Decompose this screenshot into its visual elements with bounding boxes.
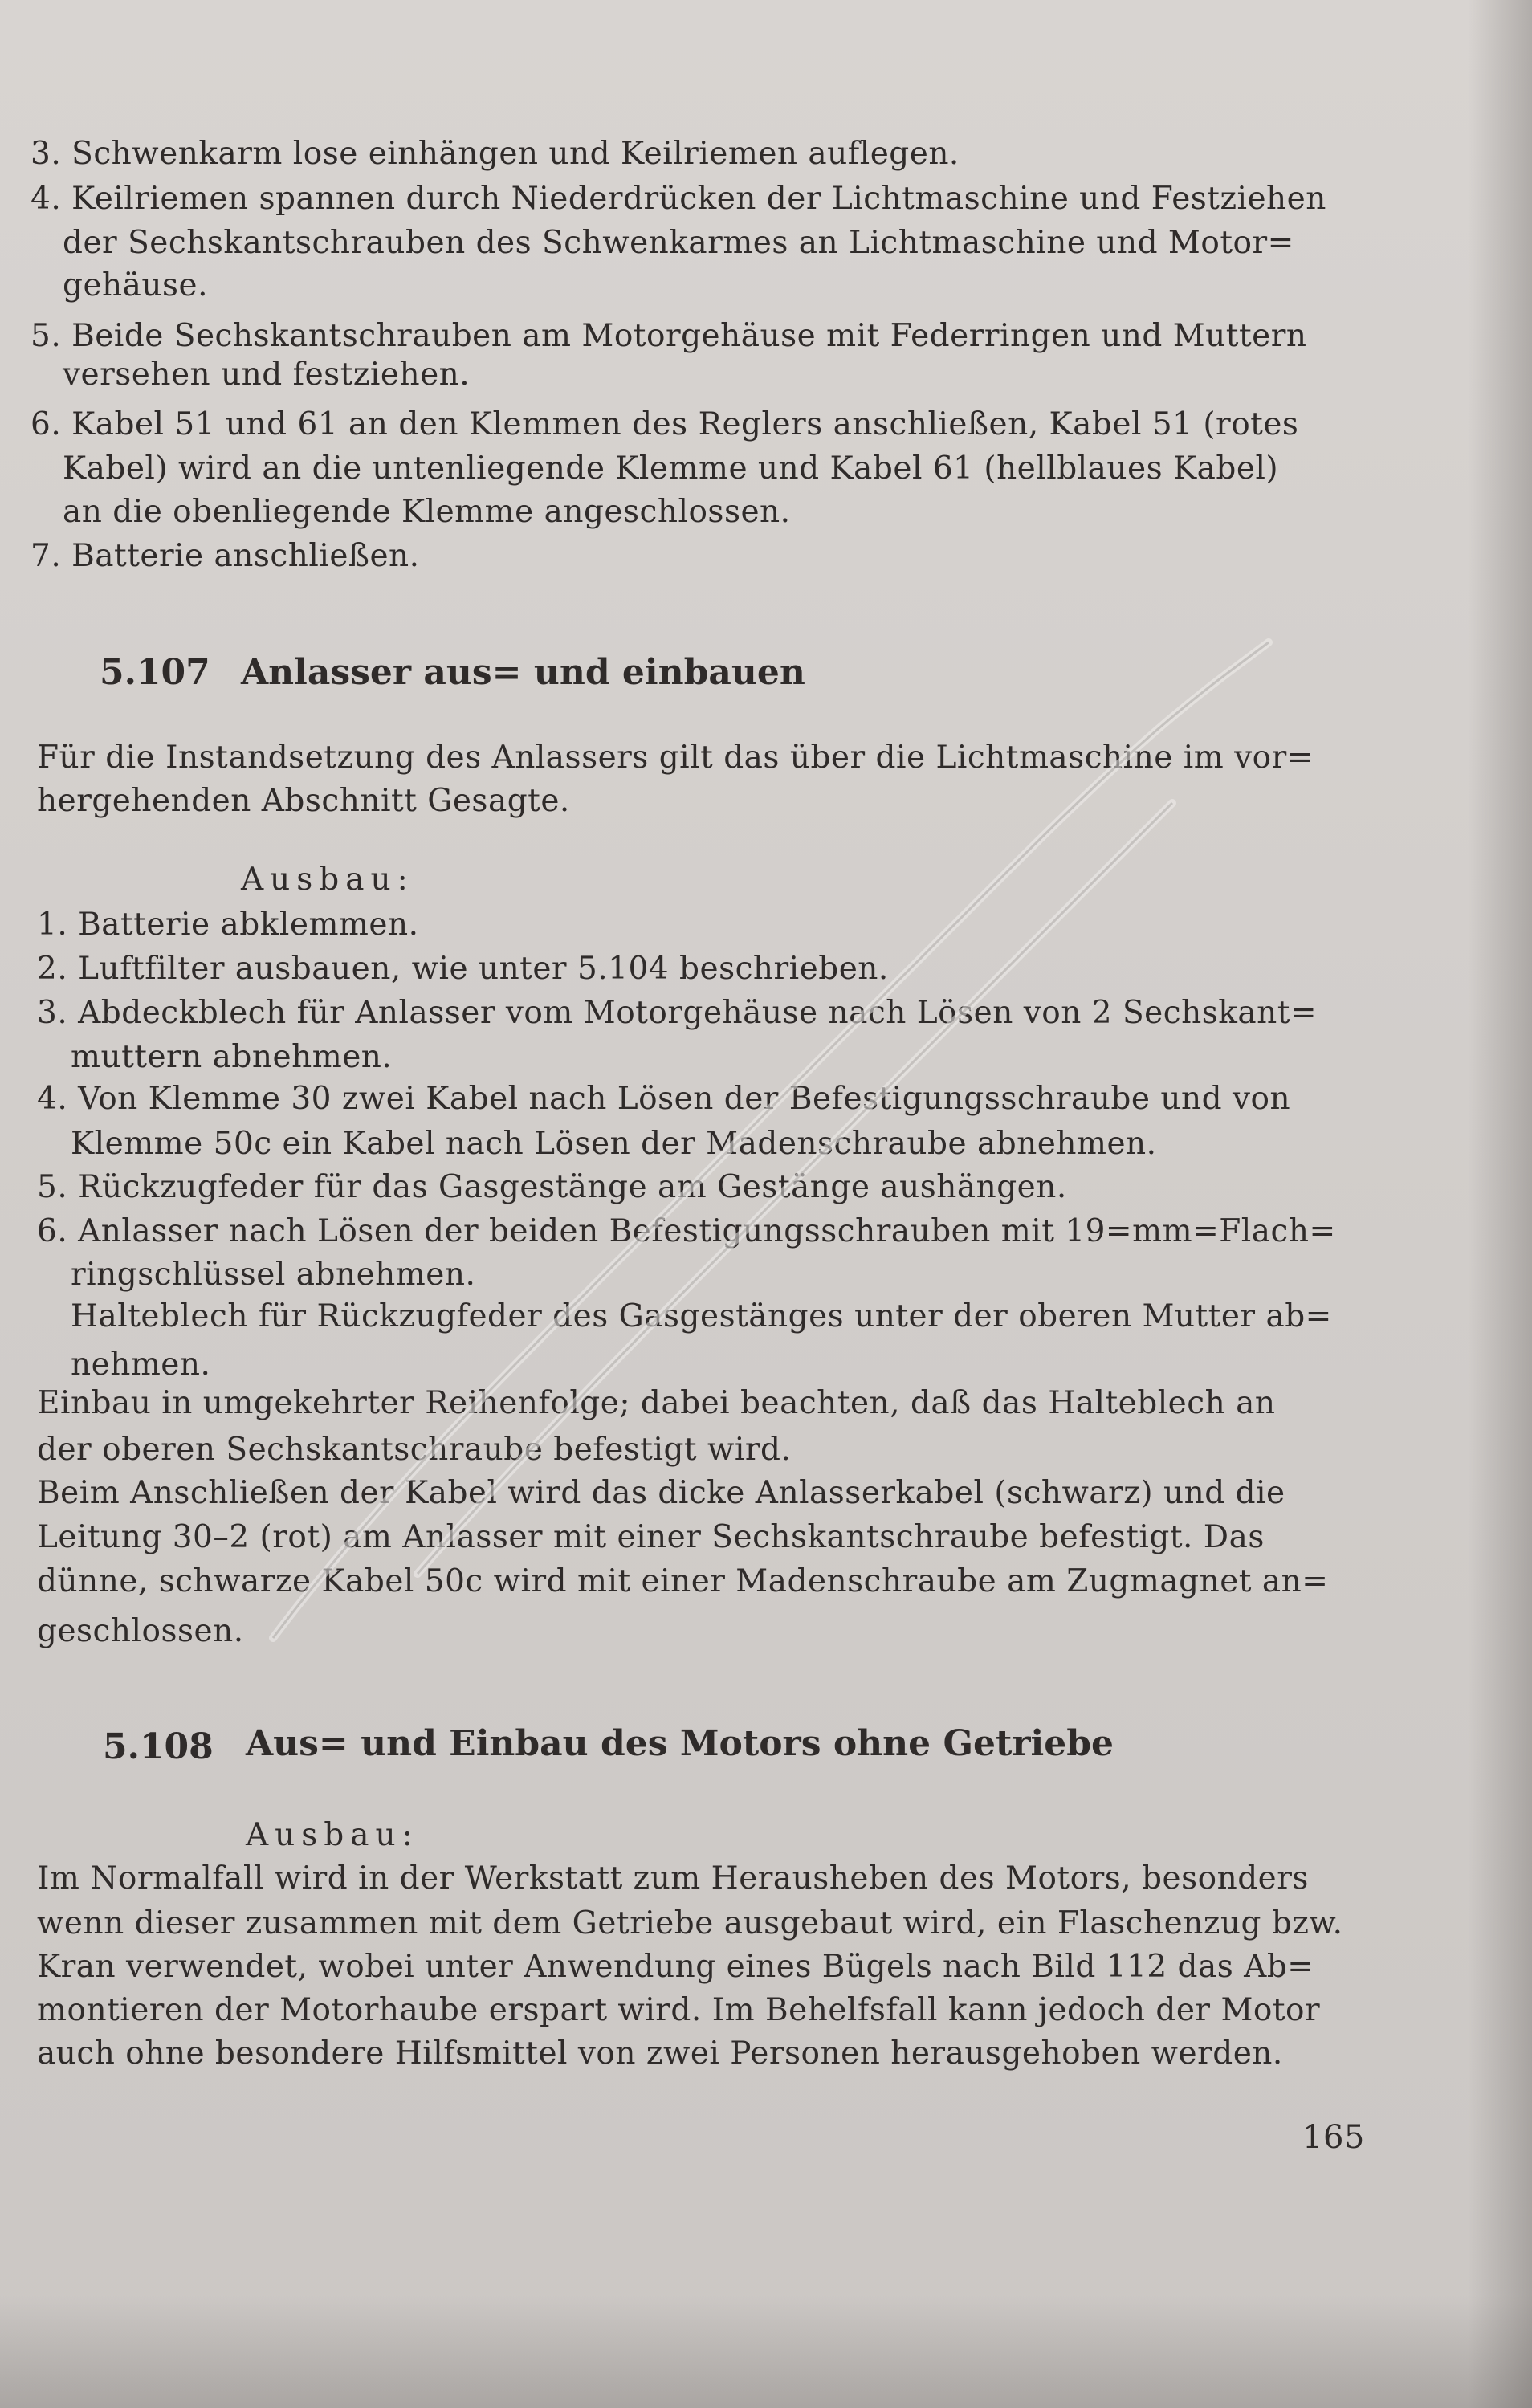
paragraph-line: Für die Instandsetzung des Anlassers gilt das über die Lichtmaschine im vor= [37,740,1314,776]
section-number: 5.107 [100,652,210,693]
list-item-continuation: der Sechskantschrauben des Schwenkarmes an Lichtmaschine und Motor= [63,225,1294,261]
page-number: 165 [1302,2119,1365,2156]
list-item: 2. Luftfilter ausbauen, wie unter 5.104 beschrieben. [37,951,889,987]
list-item: 5. Rückzugfeder für das Gasgestänge am Gestänge aushängen. [37,1169,1067,1205]
paragraph-line: Beim Anschließen der Kabel wird das dicke Anlasserkabel (schwarz) und die [37,1475,1285,1511]
list-item-continuation: muttern abnehmen. [71,1039,393,1075]
paragraph-line: Kran verwendet, wobei unter Anwendung eines Bügels nach Bild 112 das Ab= [37,1949,1314,1985]
paragraph-line: geschlossen. [37,1613,244,1649]
list-item: 4. Von Klemme 30 zwei Kabel nach Lösen der Befestigungsschraube und von [37,1081,1291,1117]
paragraph-line: hergehenden Abschnitt Gesagte. [37,783,570,819]
list-item: 6. Anlasser nach Lösen der beiden Befestigungsschrauben mit 19=mm=Flach= [37,1213,1336,1249]
list-item: 3. Schwenkarm lose einhängen und Keilriemen auflegen. [31,136,960,172]
list-item-continuation: Kabel) wird an die untenliegende Klemme und Kabel 61 (hellblaues Kabel) [63,450,1279,487]
list-item: 1. Batterie abklemmen. [37,907,419,943]
paragraph-line: der oberen Sechskantschraube befestigt wird. [37,1432,792,1468]
list-item: 5. Beide Sechskantschrauben am Motorgehäuse mit Federringen und Muttern [31,318,1307,354]
list-item-continuation: an die obenliegende Klemme angeschlossen. [63,494,791,530]
paragraph-line: dünne, schwarze Kabel 50c wird mit einer Madenschraube am Zugmagnet an= [37,1563,1329,1599]
list-item-continuation: nehmen. [71,1347,211,1383]
list-item-continuation: Halteblech für Rückzugfeder des Gasgestänges unter der oberen Mutter ab= [71,1298,1332,1334]
ausbau-label: Ausbau: [246,1817,419,1853]
paragraph-line: wenn dieser zusammen mit dem Getriebe ausgebaut wird, ein Flaschenzug bzw. [37,1905,1343,1941]
paragraph-line: auch ohne besondere Hilfsmittel von zwei Personen herausgehoben werden. [37,2035,1283,2072]
list-item-continuation: Klemme 50c ein Kabel nach Lösen der Madenschraube abnehmen. [71,1126,1157,1162]
list-item-continuation: versehen und festziehen. [63,357,471,393]
paragraph-line: Einbau in umgekehrter Reihenfolge; dabei beachten, daß das Halteblech an [37,1385,1276,1421]
ausbau-label: Ausbau: [241,862,414,898]
section-title: Aus= und Einbau des Motors ohne Getriebe [246,1723,1114,1764]
paragraph-line: Leitung 30–2 (rot) am Anlasser mit einer Sechskantschraube befestigt. Das [37,1519,1265,1555]
list-item: 4. Keilriemen spannen durch Niederdrücken der Lichtmaschine und Festziehen [31,181,1326,217]
section-title: Anlasser aus= und einbauen [241,652,805,693]
list-item-continuation: ringschlüssel abnehmen. [71,1257,476,1293]
paragraph-line: montieren der Motorhaube erspart wird. Im Behelfsfall kann jedoch der Motor [37,1992,1321,2028]
section-number: 5.108 [103,1726,214,1767]
list-item-continuation: gehäuse. [63,267,209,304]
list-item: 3. Abdeckblech für Anlasser vom Motorgehäuse nach Lösen von 2 Sechskant= [37,995,1318,1031]
list-item: 7. Batterie anschließen. [31,538,420,574]
list-item: 6. Kabel 51 und 61 an den Klemmen des Reglers anschließen, Kabel 51 (rotes [31,406,1299,442]
paragraph-line: Im Normalfall wird in der Werkstatt zum Herausheben des Motors, besonders [37,1860,1309,1897]
page-shadow-bottom [0,2296,1532,2408]
watermark-stamp [209,610,1317,1702]
page-shadow-right [1468,0,1532,2408]
